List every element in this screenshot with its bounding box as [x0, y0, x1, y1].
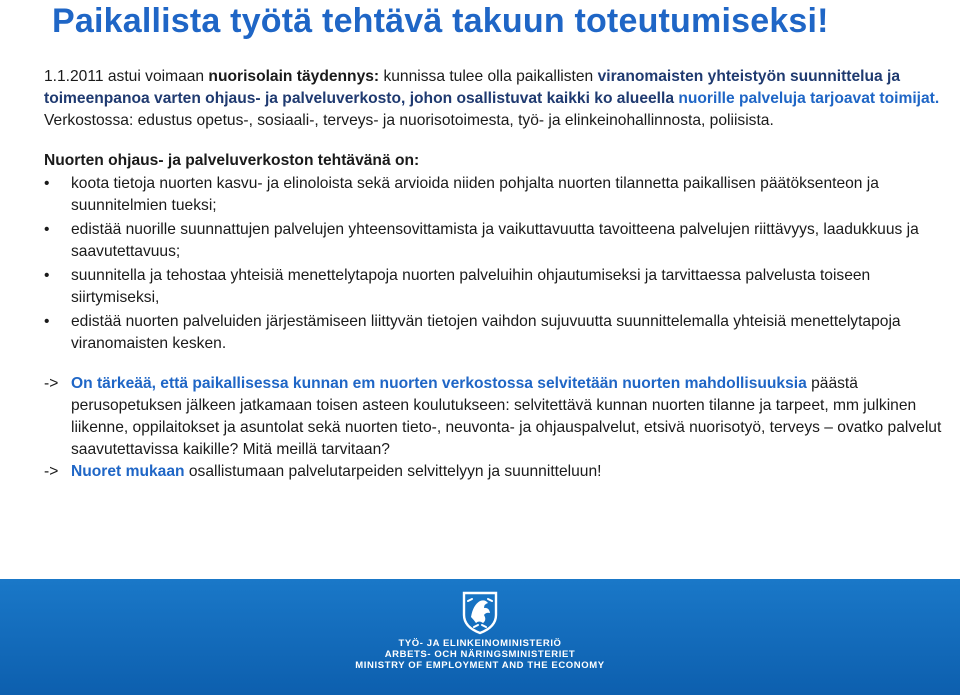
intro-law: nuorisolain täydennys: — [208, 68, 380, 85]
bullet-icon: • — [44, 221, 50, 238]
network-paragraph: Verkostossa: edustus opetus-, sosiaali-, terveys- ja nuorisotoimesta, työ- ja elinkeinohallinnosta, poliisista. — [44, 112, 774, 129]
point-1 — [44, 373, 944, 461]
ministry-name-fi: TYÖ- JA ELINKEINOMINISTERIÖ — [398, 638, 562, 649]
point-1-highlight: On tärkeää, että paikallisessa kunnan em nuorten verkostossa selvitetään nuorten mahdollisuuksia — [71, 375, 807, 392]
intro-rest: kunnissa tulee olla paikallisten — [379, 68, 598, 85]
list-item: • koota tietoja nuorten kasvu- ja elinoloista sekä arvioida niiden pohjalta nuorten tilannetta paikallisen päätöksenteon ja suunnitelmien tueksi; — [44, 175, 879, 214]
page-title: Paikallista työtä tehtävä takuun toteutumiseksi! — [52, 2, 829, 40]
point-2-rest: osallistumaan palvelutarpeiden selvittelyyn ja suunnitteluun! — [184, 463, 602, 480]
ministry-name-en: MINISTRY OF EMPLOYMENT AND THE ECONOMY — [355, 660, 605, 671]
ministry-footer — [0, 579, 960, 695]
intro-date: 1.1.2011 astui voimaan — [44, 68, 209, 85]
tasks-list — [44, 173, 944, 355]
ministry-name-sv: ARBETS- OCH NÄRINGSMINISTERIET — [384, 649, 576, 660]
list-item: • edistää nuorten palveluiden järjestämiseen liittyvän tietojen vaihdon sujuvuutta suunnittelemalla yhteisiä menettelytapoja viranomaisten kesken. — [44, 313, 901, 352]
arrow-icon: -> — [44, 375, 59, 392]
list-item: • suunnitella ja tehostaa yhteisiä menettelytapoja nuorten palveluihin ohjautumiseksi ja tarvittaessa palvelusta toiseen siirtymiseksi, — [44, 267, 871, 306]
list-item: • edistää nuorille suunnattujen palvelujen yhteensovittamista ja vaikuttavuutta tavoitteena palvelujen riittävyys, laadukkuus ja saavutettavuus; — [44, 221, 919, 260]
arrow-icon: -> — [44, 463, 59, 480]
point-1-rest: päästä perusopetuksen jälkeen jatkamaan toisen asteen koulutukseen: selvitettävä kunnan nuorten tilanne ja tarpeet, mm julkinen liikenne, oppilaitokset ja asuntolat sekä nuorten tieto-, neuvonta- ja ohjauspalvelut, etsivä nuorisotyö, terveys – ovatko palvelut saavutettavissa kaikille? Mitä meillä tarvitaan? — [71, 375, 942, 458]
tasks-heading: Nuorten ohjaus- ja palveluverkoston tehtävänä on: — [44, 152, 420, 169]
point-2-highlight: Nuoret mukaan — [71, 463, 185, 480]
content-body — [44, 66, 944, 483]
point-2 — [44, 461, 944, 483]
bullet-icon: • — [44, 175, 50, 192]
bullet-icon: • — [44, 313, 50, 330]
intro-bold: viranomaisten yhteistyön suunnittelua ja toimeenpanoa varten ohjaus- ja palveluverkosto, johon osallistuvat kaikki ko alueella — [44, 68, 900, 107]
finnish-lion-icon — [458, 587, 502, 635]
intro-paragraph — [44, 66, 944, 110]
intro-blue: nuorille palveluja tarjoavat toimijat. — [678, 90, 940, 107]
bullet-icon: • — [44, 267, 50, 284]
